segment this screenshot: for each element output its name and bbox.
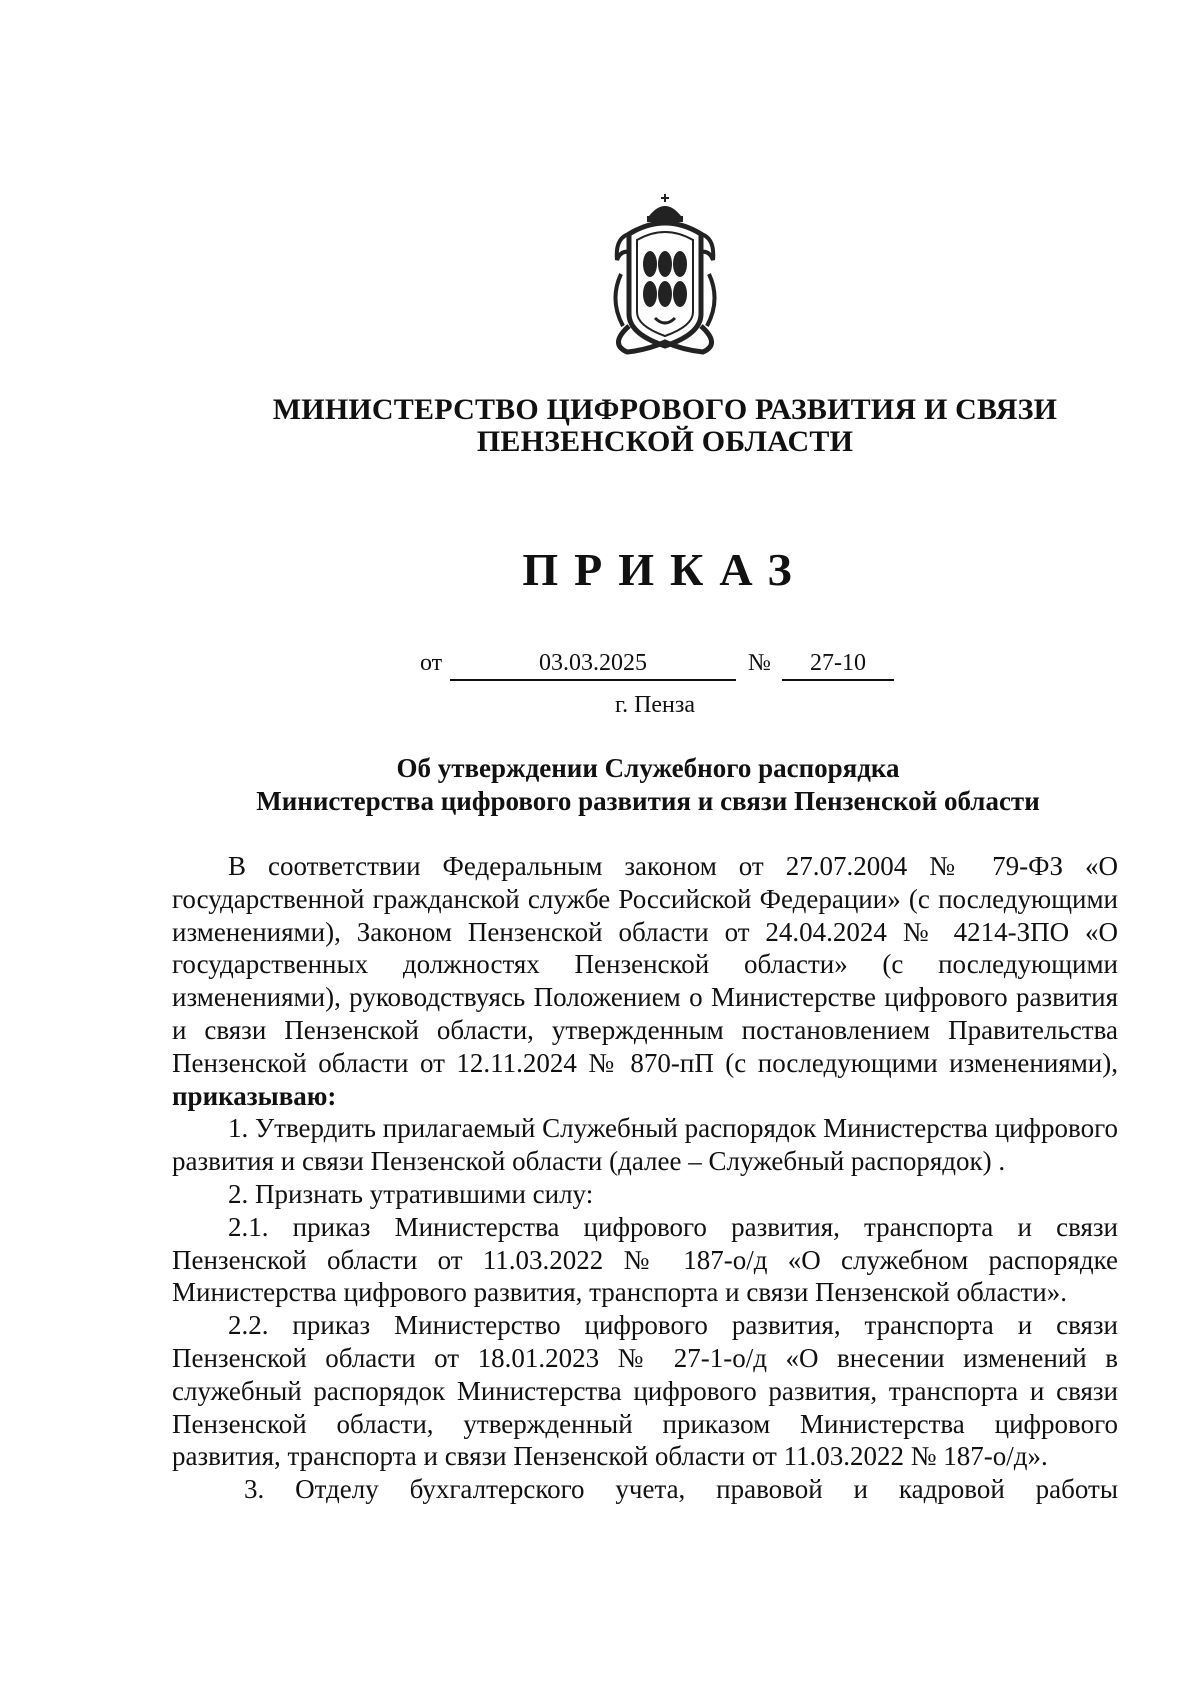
order-date: 03.03.2025 xyxy=(539,650,647,676)
number-underline xyxy=(782,679,894,681)
coat-of-arms-icon xyxy=(607,194,723,356)
ministry-line-1: МИНИСТЕРСТВО ЦИФРОВОГО РАЗВИТИЯ И СВЯЗИ xyxy=(272,393,1058,426)
ministry-line-2: ПЕНЗЕНСКОЙ ОБЛАСТИ xyxy=(476,425,854,458)
preamble-text: В соответствии Федеральным законом от 27.07.2004 № 79-ФЗ «О государственной гражданской службе Российской Федерации» (с последующими изменениями), Законом Пензенской области от 24.04.2024 № 4214-ЗПО «О государственных должностях Пензенской области» (с последующими изменениями), руководствуясь Положением о Министерстве цифрового развития и связи Пензенской области, утвержденным постановлением Правительства Пензенской области от 12.11.2024 № 870-пП (с последующими изменениями), xyxy=(172,851,1118,1078)
from-label: от xyxy=(420,650,443,676)
item-3: 3. Отделу бухгалтерского учета, правовой и кадровой работы xyxy=(244,1474,1118,1505)
date-underline xyxy=(450,679,736,681)
order-number: 27-10 xyxy=(810,650,866,676)
preamble-decree: приказываю: xyxy=(172,1080,337,1111)
item-2: 2. Признать утратившими силу: xyxy=(228,1178,594,1209)
number-label: № xyxy=(748,650,771,676)
document-subject xyxy=(0,752,1200,818)
document-body xyxy=(172,850,1118,1506)
document-type-title: ПРИКАЗ xyxy=(522,544,808,595)
subject-line-2: Министерства цифрового развития и связи Пензенской области xyxy=(256,786,1040,816)
item-1: 1. Утвердить прилагаемый Служебный распорядок Министерства цифрового развития и связи Пензенской области (далее – Служебный распорядок) . xyxy=(172,1113,1118,1177)
item-2-1: 2.1. приказ Министерства цифрового развития, транспорта и связи Пензенской области от 11.03.2022 № 187-о/д «О служебном распорядке Министерства цифрового развития, транспорта и связи Пензенской области». xyxy=(172,1211,1118,1308)
date-number-line xyxy=(420,648,900,682)
city-label: г. Пенза xyxy=(614,692,696,718)
item-2-2: 2.2. приказ Министерство цифрового развития, транспорта и связи Пензенской области от 18.01.2023 № 27-1-о/д «О внесении изменений в служебный распорядок Министерства цифрового развития, транспорта и связи Пензенской области, утвержденный приказом Министерства цифрового развития, транспорта и связи Пензенской области от 11.03.2022 № 187-о/д». xyxy=(172,1310,1118,1472)
subject-line-1: Об утверждении Служебного распорядка xyxy=(396,753,900,783)
ministry-name xyxy=(0,394,1200,458)
preamble-paragraph xyxy=(172,850,1118,1112)
